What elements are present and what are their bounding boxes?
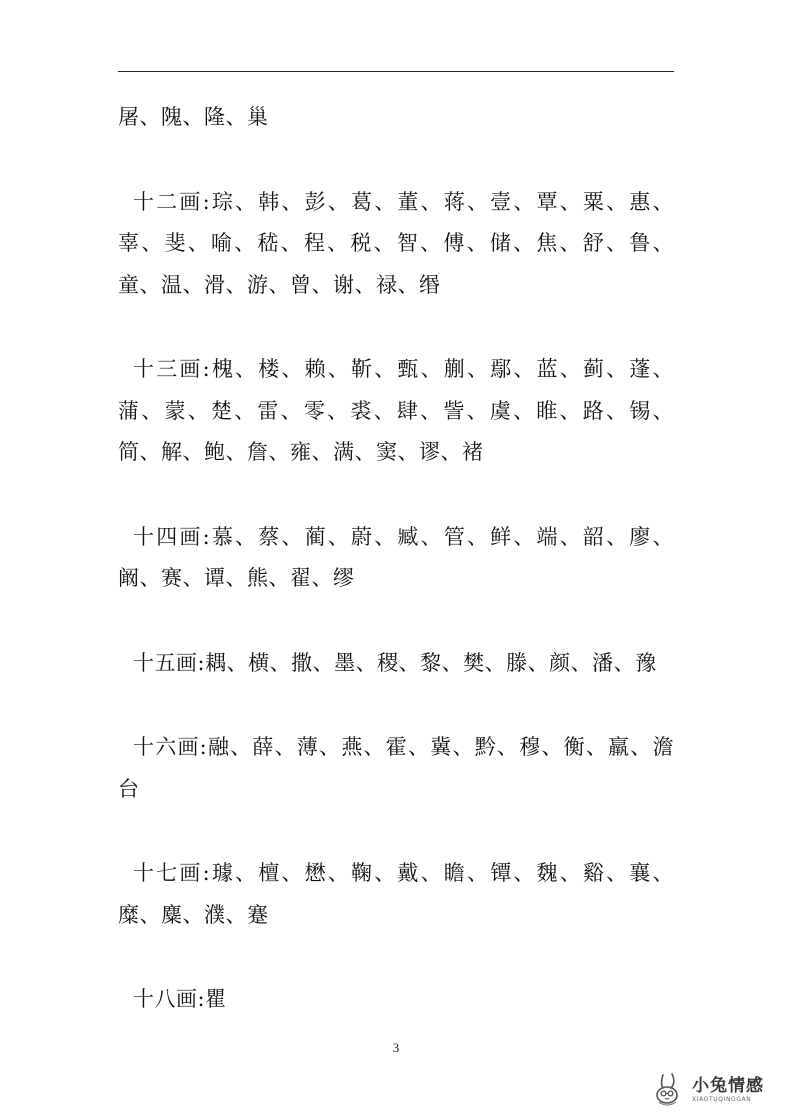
rabbit-logo-icon	[652, 1071, 686, 1109]
paragraph-twelve-strokes: 十二画:琮、韩、彭、葛、董、蒋、壹、覃、粟、惠、辜、斐、喻、嵇、程、税、智、傅、储、焦、舒、鲁、童、温、滑、游、曾、谢、禄、缗	[118, 189, 674, 297]
paragraph-seventeen-strokes: 十七画:璩、檀、懋、鞠、戴、瞻、镡、魏、谿、襄、糜、麋、濮、蹇	[118, 861, 674, 927]
paragraph-sixteen-strokes: 十六画:融、薛、薄、燕、霍、冀、黔、穆、衡、羸、澹台	[118, 735, 674, 801]
watermark	[652, 1068, 782, 1112]
document-body	[118, 97, 674, 1021]
paragraph-fifteen-strokes: 十五画:耦、横、撒、墨、稷、黎、樊、滕、颜、潘、豫	[133, 650, 657, 675]
paragraph-fourteen-strokes: 十四画:慕、蔡、蔺、蔚、臧、管、鲜、端、韶、廖、阚、赛、谭、熊、翟、缪	[118, 524, 674, 590]
header-rule	[118, 71, 674, 72]
watermark-subtitle: XIAOTUQINGGAN	[692, 1096, 752, 1103]
paragraph-thirteen-strokes: 十三画:槐、楼、赖、靳、甄、蒯、鄢、蓝、蓟、蓬、蒲、蒙、楚、雷、零、裘、肆、訾、虞、睢、路、锡、简、解、鲍、詹、雍、满、窦、谬、褚	[118, 357, 674, 464]
paragraph-continued: 屠、隗、隆、巢	[118, 105, 269, 129]
watermark-brand: 小兔情感	[692, 1076, 764, 1096]
paragraph-eighteen-strokes: 十八画:瞿	[133, 987, 227, 1011]
page-number: 3	[392, 1040, 400, 1055]
